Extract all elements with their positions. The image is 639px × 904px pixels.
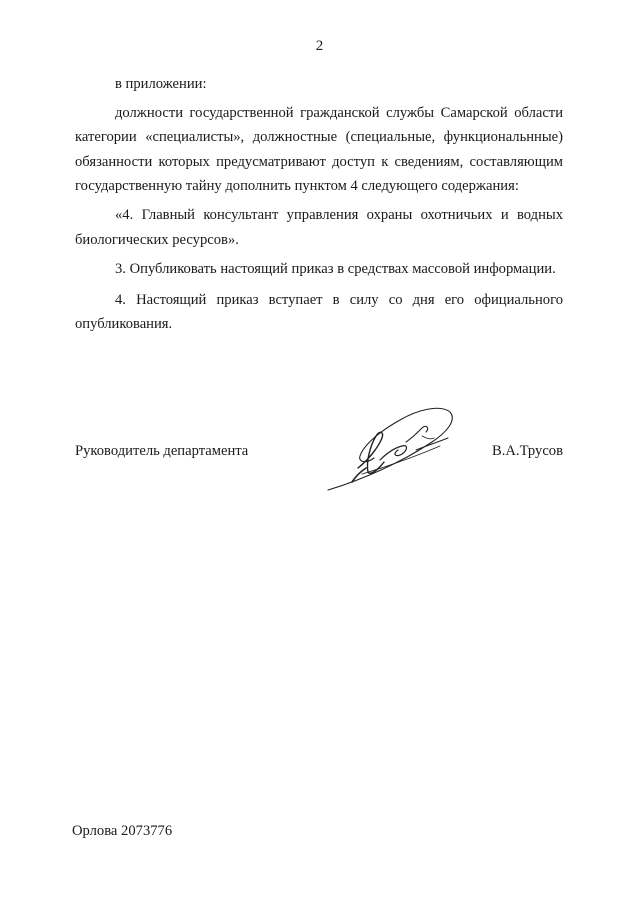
page-number: 2: [315, 38, 324, 54]
paragraph-intro: в приложении:: [115, 76, 207, 92]
paragraph-effective: 4. Настоящий приказ вступает в силу со дня его официального опубликования.: [75, 291, 563, 333]
paragraph-positions: должности государственной гражданской службы Самарской области категории «специалисты», должностные (специальные, функциональнные) обязанности которых предусматривают доступ к сведениям, составляющим государственную тайну дополнить пунктом 4 следующего содержания:: [75, 104, 563, 195]
signature-block: [75, 443, 563, 463]
executor-note: Орлова 2073776: [72, 823, 173, 839]
document-body: [75, 72, 563, 337]
signer-name: В.А.Трусов: [492, 443, 563, 459]
paragraph-item-4: «4. Главный консультант управления охраны охотничьих и водных биологических ресурсов».: [75, 206, 563, 248]
paragraph-publish: 3. Опубликовать настоящий приказ в средствах массовой информации.: [115, 261, 556, 278]
signer-title: Руководитель департамента: [75, 443, 249, 459]
